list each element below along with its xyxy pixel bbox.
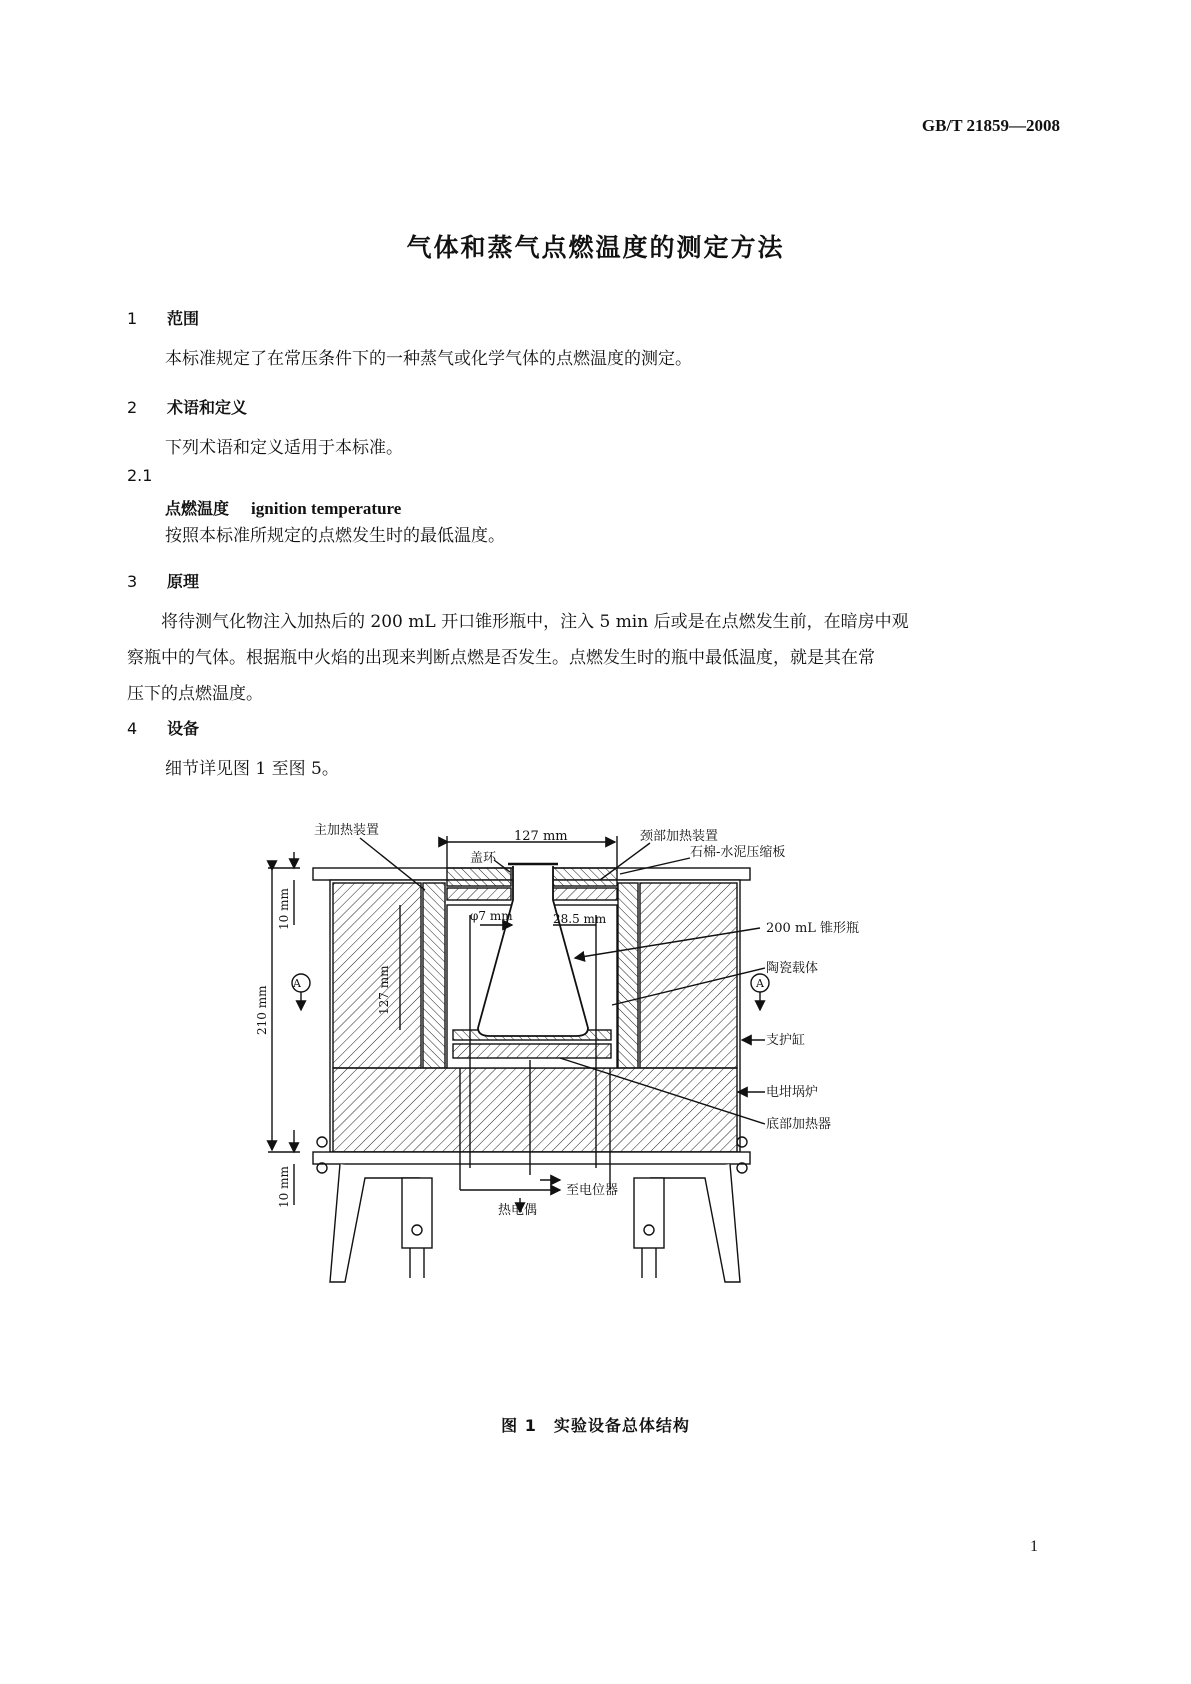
section-1-text: 本标准规定了在常压条件下的一种蒸气或化学气体的点燃温度的测定。 bbox=[165, 349, 692, 369]
label-thermocouple: 热电偶 bbox=[498, 1203, 538, 1218]
label-dim-10-top: 10 mm bbox=[277, 888, 291, 930]
section-number: 4 bbox=[127, 719, 138, 738]
label-cover-ring: 盖环 bbox=[470, 851, 497, 866]
label-bottom-heater: 底部加热器 bbox=[766, 1117, 832, 1132]
label-ceramic: 陶瓷载体 bbox=[766, 961, 819, 976]
label-dim-10-bottom: 10 mm bbox=[277, 1166, 291, 1208]
neck-heater-right bbox=[553, 888, 617, 900]
label-to-potentiometer: 至电位器 bbox=[566, 1183, 619, 1198]
right-heater-wall bbox=[618, 883, 638, 1068]
label-dim-28-5: 28.5 mm bbox=[553, 912, 607, 926]
cover-ring-left bbox=[447, 868, 511, 886]
term-definition: 按照本标准所规定的点燃发生时的最低温度。 bbox=[165, 526, 505, 546]
label-flask: 200 mL 锥形瓶 bbox=[766, 921, 860, 936]
right-insulation bbox=[640, 883, 737, 1068]
label-crucible: 电坩埚炉 bbox=[766, 1085, 819, 1100]
subsection-2-1-number: 2.1 bbox=[127, 466, 153, 485]
term-en: ignition temperature bbox=[251, 499, 402, 518]
section-mark-right: A bbox=[756, 977, 764, 990]
neck-heater-left bbox=[447, 888, 511, 900]
figure-caption: 图 1 实验设备总体结构 bbox=[501, 1416, 690, 1435]
right-connector bbox=[634, 1178, 664, 1248]
section-4-text: 细节详见图 1 至图 5。 bbox=[165, 759, 339, 779]
section-number: 3 bbox=[127, 572, 138, 591]
label-phi7: φ7 mm bbox=[470, 909, 513, 923]
left-heater-wall bbox=[423, 883, 445, 1068]
text-line: 将待测气化物注入加热后的 200 mL 开口锥形瓶中，注入 5 min 后或是在点燃发生前，在暗房中观 bbox=[127, 612, 909, 632]
section-title: 范围 bbox=[167, 309, 200, 328]
section-title: 术语和定义 bbox=[167, 398, 248, 417]
section-mark-left: A bbox=[293, 977, 301, 990]
page-number: 1 bbox=[1030, 1538, 1038, 1555]
section-number: 1 bbox=[127, 309, 138, 328]
text-line: 察瓶中的气体。根据瓶中火焰的出现来判断点燃是否发生。点燃发生时的瓶中最低温度，就是其在常 bbox=[127, 648, 875, 668]
section-title: 原理 bbox=[167, 572, 200, 591]
document-title: 气体和蒸气点燃温度的测定方法 bbox=[406, 233, 785, 262]
section-number: 2 bbox=[127, 398, 138, 417]
label-dim-127-side: 127 mm bbox=[377, 965, 391, 1015]
text-line: 压下的点燃温度。 bbox=[127, 684, 263, 704]
label-board: 石棉-水泥压缩板 bbox=[690, 845, 786, 860]
left-connector bbox=[402, 1178, 432, 1248]
label-dim-210: 210 mm bbox=[255, 985, 269, 1035]
crucible-block bbox=[333, 1068, 737, 1152]
term-cn: 点燃温度 bbox=[165, 499, 230, 518]
section-2-text: 下列术语和定义适用于本标准。 bbox=[165, 438, 403, 458]
cover-ring-right bbox=[553, 868, 617, 886]
label-dim-127-top: 127 mm bbox=[514, 829, 568, 844]
label-neck-heater: 颈部加热装置 bbox=[640, 829, 719, 844]
label-support: 支护缸 bbox=[766, 1033, 806, 1048]
base-plate bbox=[313, 1152, 750, 1164]
standard-number: GB/T 21859—2008 bbox=[921, 116, 1060, 135]
label-main-heater: 主加热装置 bbox=[314, 823, 380, 838]
bottom-heater bbox=[453, 1044, 611, 1058]
section-title: 设备 bbox=[167, 719, 200, 738]
